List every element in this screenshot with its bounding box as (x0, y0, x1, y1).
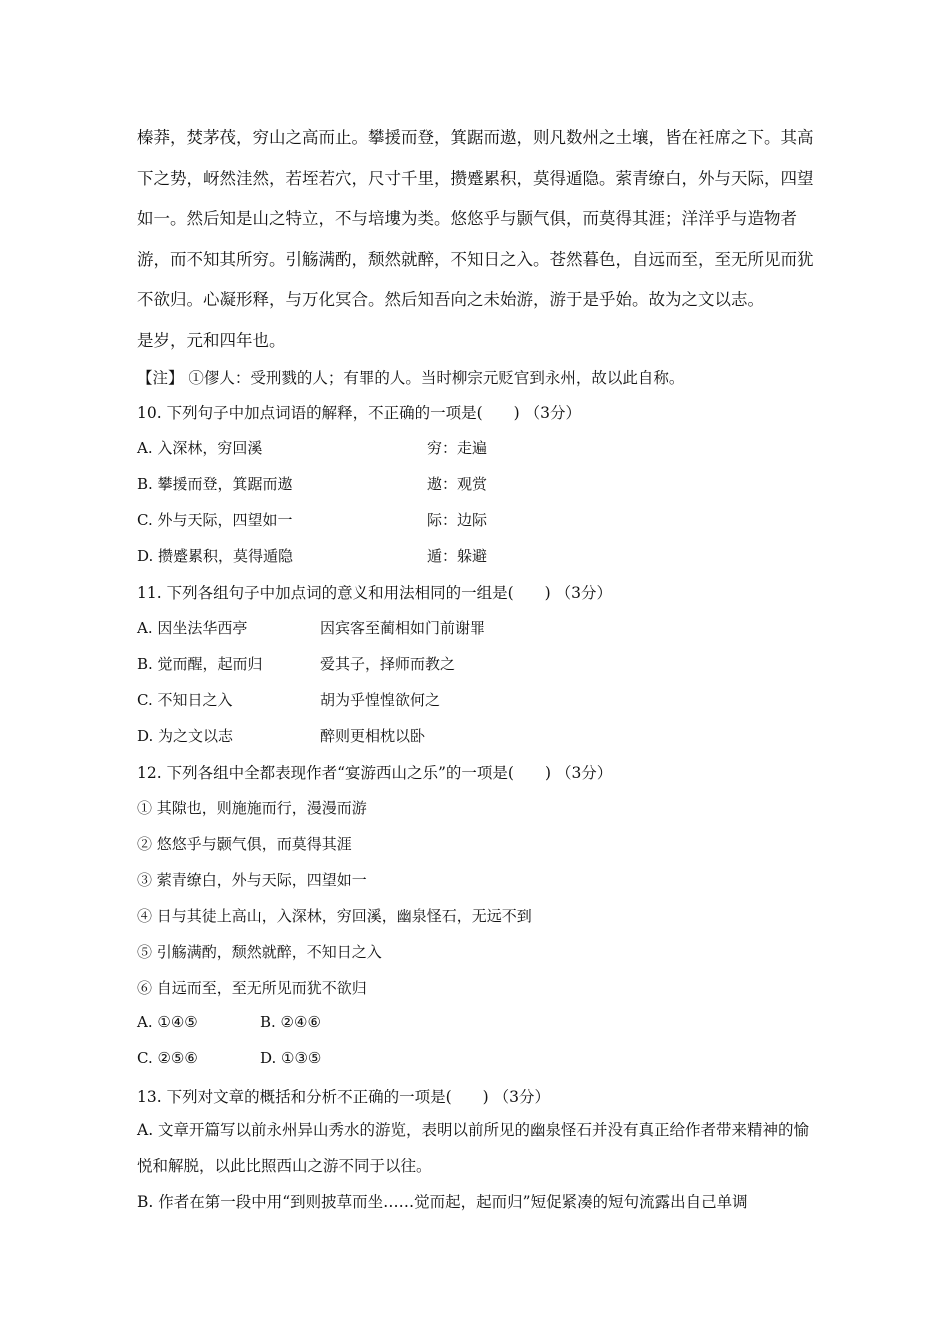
q10-gloss-c: 际：边际 (427, 511, 488, 529)
q10-gloss-b: 遨：观赏 (427, 475, 488, 493)
q10-option-b: B. 攀援而登，箕踞而遨 (137, 475, 293, 493)
q13-options (137, 1112, 815, 1220)
q10-option-a: A. 入深林，穷回溪 (137, 439, 263, 457)
q13-option-a: A. 文章开篇写以前永州异山秀水的游览，表明以前所见的幽泉怪石并没有真正给作者带来精神的愉悦和解脱，以此比照西山之游不同于以往。 (137, 1121, 810, 1175)
q10-option-d: D. 攒蹙累积，莫得遁隐 (137, 547, 294, 565)
q12-item-4: ④ 日与其徒上高山，入深林，穷回溪，幽泉怪石，无远不到 (137, 907, 532, 925)
note: 【注】 ①僇人：受刑戮的人；有罪的人。当时柳宗元贬官到永州，故以此自称。 (137, 369, 685, 387)
q10-gloss-a: 穷：走遍 (427, 439, 488, 457)
q10-gloss-d: 遁：躲避 (427, 547, 488, 565)
q11-stem: 11. 下列各组句子中加点词的意义和用法相同的一组是( ) （3分） (137, 584, 612, 602)
q11-option-b-pair: 爱其子，择师而教之 (320, 655, 456, 673)
q10-stem: 10. 下列句子中加点词语的解释，不正确的一项是( ) （3分） (137, 404, 581, 422)
q12-item-6: ⑥ 自远而至，至无所见而犹不欲归 (137, 979, 367, 997)
q12-item-3: ③ 萦青缭白，外与天际，四望如一 (137, 871, 367, 889)
q11-option-d-pair: 醉则更相枕以卧 (320, 727, 426, 745)
passage-text: 榛莽，焚茅茷，穷山之高而止。攀援而登，箕踞而遨，则凡数州之土壤，皆在衽席之下。其高下之势，岈然洼然，若垤若穴，尺寸千里，攒蹙累积，莫得遁隐。萦青缭白，外与天际，四望如一。然后知是山之特立，不与培塿为类。悠悠乎与颢气俱，而莫得其涯；洋洋乎与造物者游，而不知其所穷。引觞满酌，颓然就醉，不知日之入。苍然暮色，自远而至，至无所见而犹不欲归。心凝形释，与万化冥合。然后知吾向之未始游，游于是乎始。故为之文以志。 (137, 128, 814, 309)
q12-choice-b: B. ②④⑥ (260, 1013, 321, 1031)
passage-last-line: 是岁，元和四年也。 (137, 330, 286, 350)
q12-item-2: ② 悠悠乎与颢气俱，而莫得其涯 (137, 835, 352, 853)
q11-option-c-pair: 胡为乎惶惶欲何之 (320, 691, 441, 709)
q12-stem: 12. 下列各组中全都表现作者“宴游西山之乐”的一项是( ) （3分） (137, 764, 613, 782)
q11-option-d: D. 为之文以志 (137, 727, 234, 745)
q12-choice-a: A. ①④⑤ (137, 1013, 198, 1031)
q12-choice-c: C. ②⑤⑥ (137, 1049, 198, 1067)
q12-choice-d: D. ①③⑤ (260, 1049, 322, 1067)
q10-option-c: C. 外与天际，四望如一 (137, 511, 293, 529)
q12-item-5: ⑤ 引觞满酌，颓然就醉，不知日之入 (137, 943, 382, 961)
q13-stem: 13. 下列对文章的概括和分析不正确的一项是( ) （3分） (137, 1088, 550, 1106)
passage (137, 118, 815, 361)
q11-option-a: A. 因坐法华西亭 (137, 619, 248, 637)
q13-option-b: B. 作者在第一段中用“到则披草而坐……觉而起，起而归”短促紧凑的短句流露出自己单调 (137, 1193, 748, 1211)
q11-option-b: B. 觉而醒，起而归 (137, 655, 263, 673)
q12-item-1: ① 其隙也，则施施而行，漫漫而游 (137, 799, 367, 817)
q11-option-c: C. 不知日之入 (137, 691, 233, 709)
q11-option-a-pair: 因宾客至蔺相如门前谢罪 (320, 619, 486, 637)
